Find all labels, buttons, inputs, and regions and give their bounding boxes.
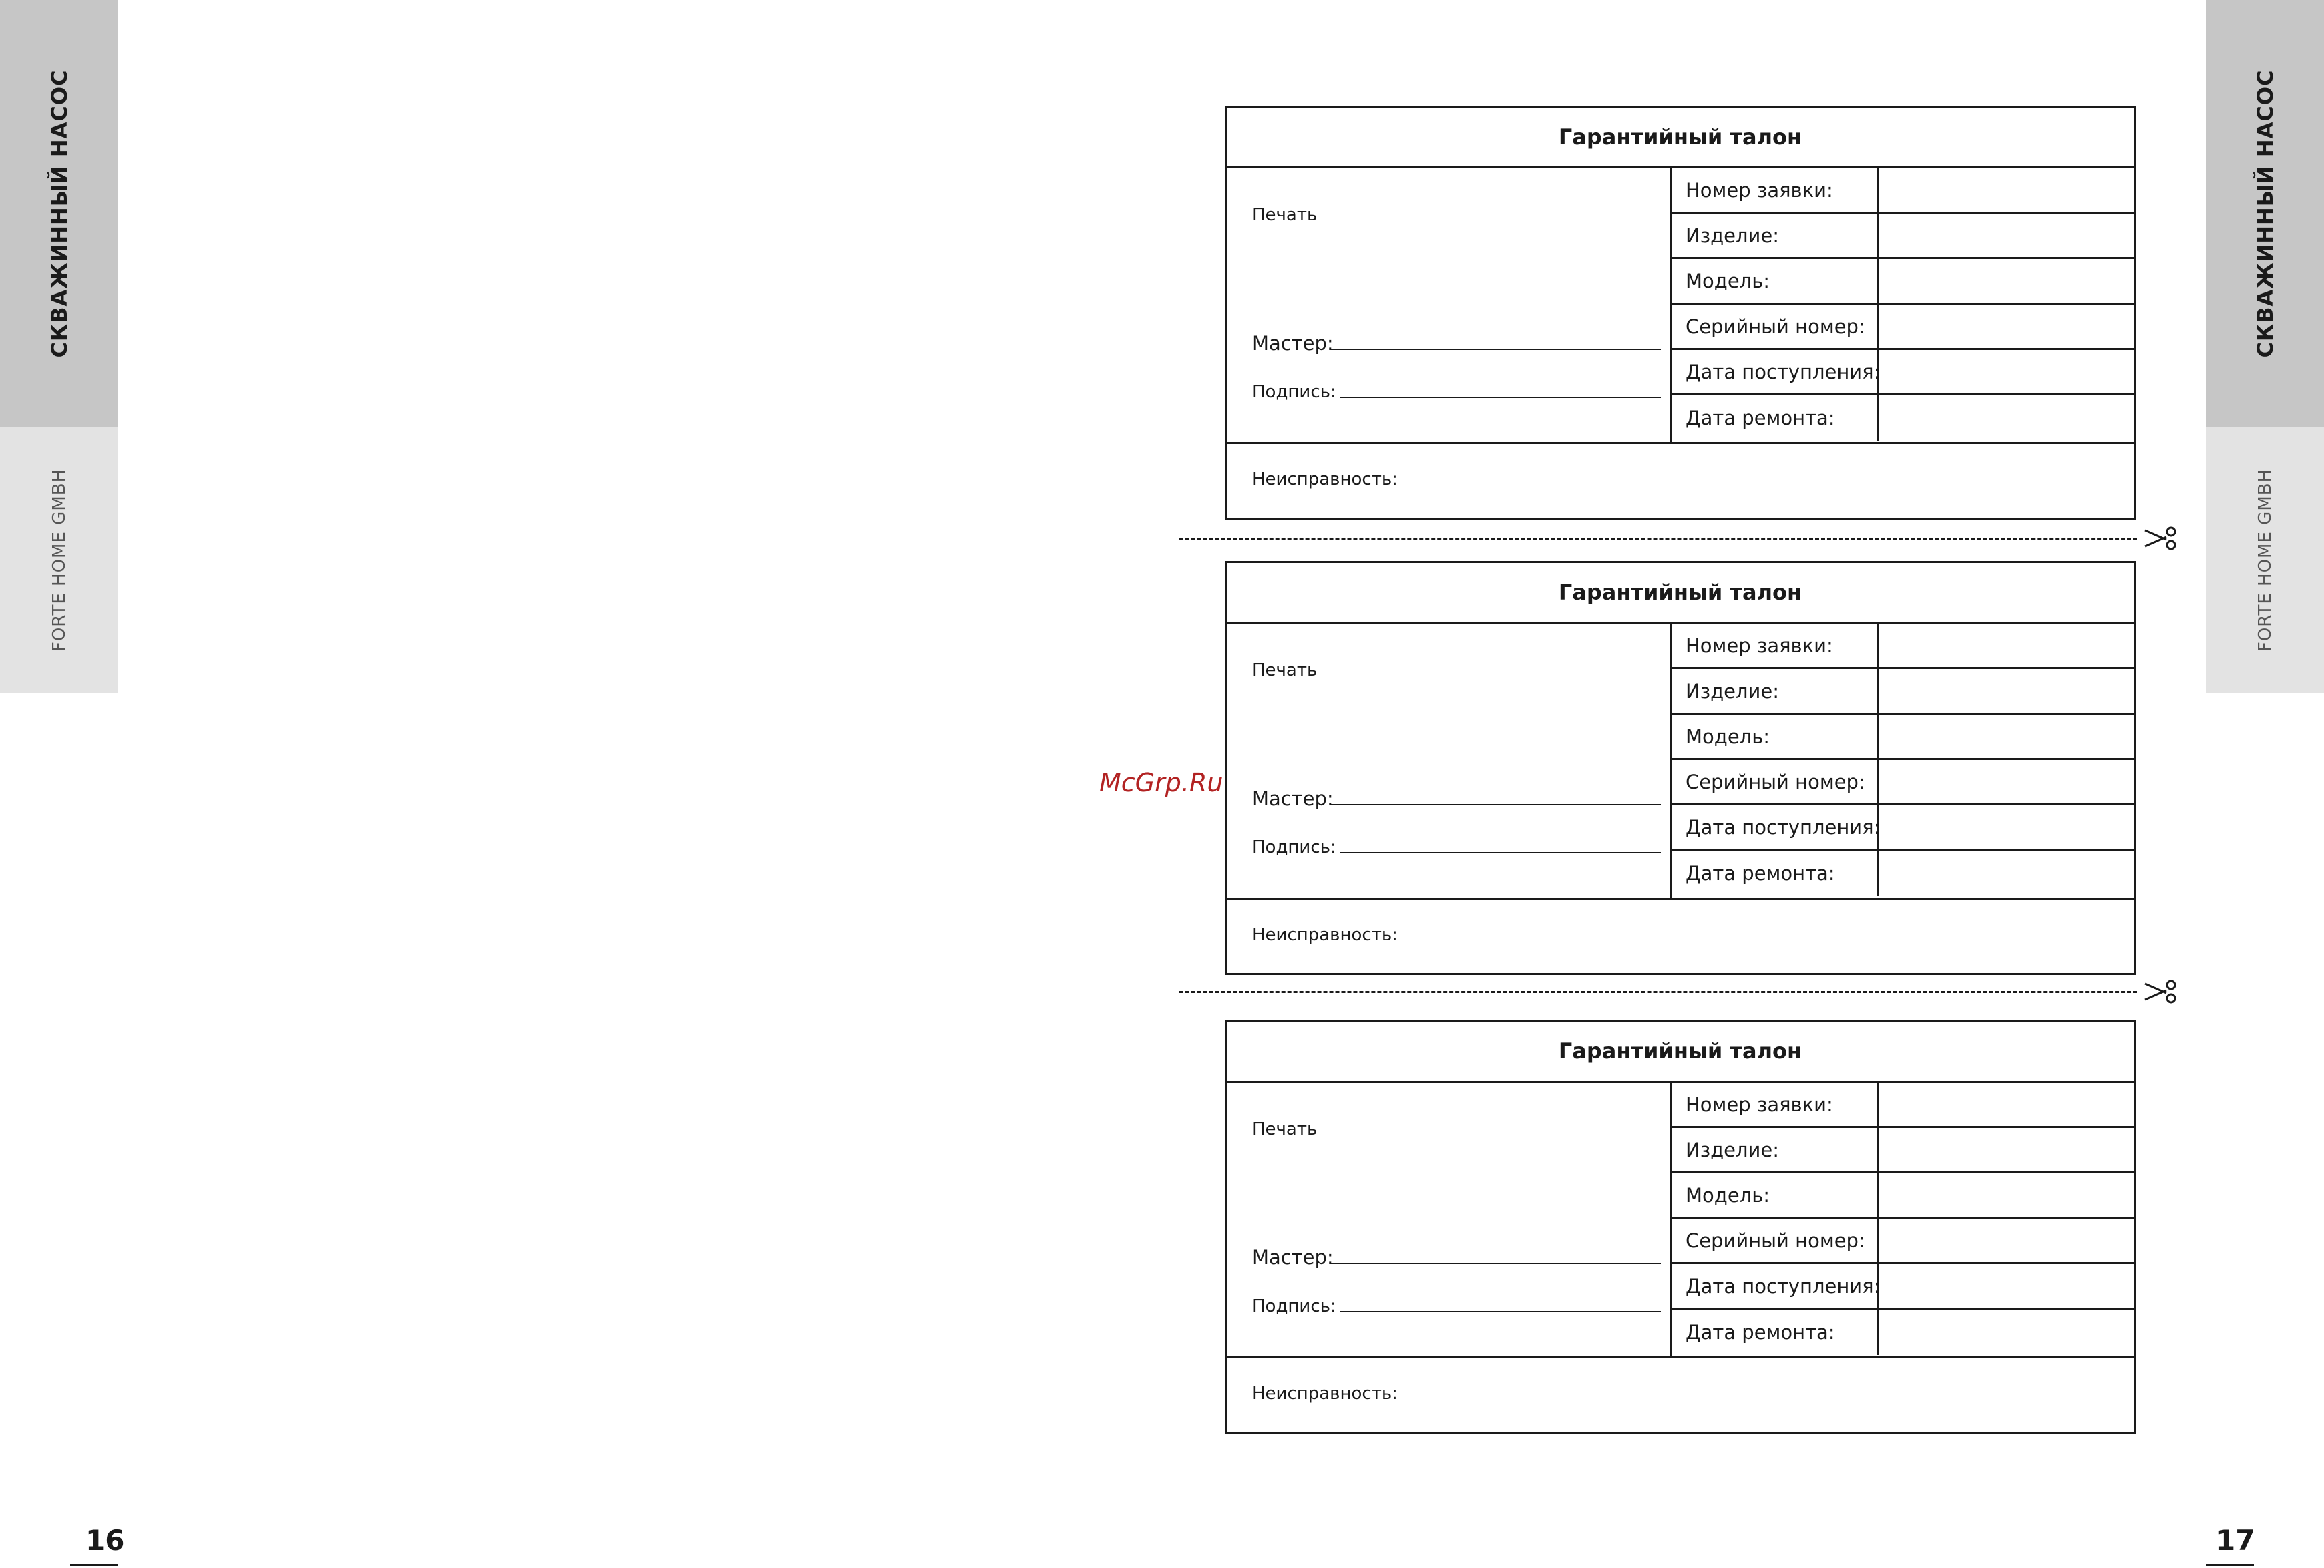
field-row-product: [1672, 669, 2134, 715]
field-row-repair-date: [1672, 395, 2134, 441]
page-number-left-rule: [70, 1564, 118, 1566]
signature-input-line[interactable]: [1340, 852, 1661, 853]
field-value-cell[interactable]: [1877, 1173, 2134, 1217]
field-row-model: [1672, 715, 2134, 760]
fault-area[interactable]: [1227, 442, 2134, 518]
field-row-request-number: [1672, 624, 2134, 669]
signature-label: Подпись:: [1252, 837, 1336, 857]
field-row-model: [1672, 1173, 2134, 1219]
field-value-cell[interactable]: [1877, 851, 2134, 896]
field-value-cell[interactable]: [1877, 669, 2134, 713]
right-title-tab: [2206, 0, 2324, 427]
fault-area[interactable]: [1227, 1356, 2134, 1432]
field-label: Изделие:: [1686, 679, 1780, 703]
field-value-cell[interactable]: [1877, 760, 2134, 803]
fields-table: [1670, 624, 2134, 898]
field-label: Номер заявки:: [1686, 634, 1833, 657]
stamp-label: Печать: [1252, 1119, 1318, 1139]
watermark: McGrp.Ru: [1099, 768, 1223, 797]
fault-label: Неисправность:: [1252, 925, 1398, 945]
master-input-line[interactable]: [1331, 349, 1661, 350]
left-brand-tab: [0, 427, 118, 693]
field-value-cell[interactable]: [1877, 1083, 2134, 1126]
field-label: Дата ремонта:: [1686, 862, 1835, 885]
field-row-serial: [1672, 760, 2134, 805]
field-label: Модель:: [1686, 269, 1770, 292]
field-label: Модель:: [1686, 1183, 1770, 1207]
field-row-serial: [1672, 1219, 2134, 1264]
field-row-received-date: [1672, 350, 2134, 395]
field-label: Модель:: [1686, 725, 1770, 748]
fault-area[interactable]: [1227, 898, 2134, 973]
field-label: Номер заявки:: [1686, 178, 1833, 202]
field-value-cell[interactable]: [1877, 624, 2134, 667]
field-label: Номер заявки:: [1686, 1093, 1833, 1116]
fields-table: [1670, 1083, 2134, 1356]
page-number-right-rule: [2206, 1564, 2254, 1566]
field-label: Дата поступления:: [1686, 360, 1881, 383]
right-brand-tab: [2206, 427, 2324, 693]
field-row-model: [1672, 259, 2134, 305]
master-label: Мастер:: [1252, 1246, 1334, 1269]
field-label: Дата поступления:: [1686, 1274, 1881, 1298]
left-title-text: СКВАЖИННЫЙ НАСОС: [46, 69, 72, 358]
page-number-left: 16: [85, 1524, 125, 1557]
field-value-cell[interactable]: [1877, 715, 2134, 758]
field-value-cell[interactable]: [1877, 1310, 2134, 1355]
fault-label: Неисправность:: [1252, 1384, 1398, 1404]
scissors-icon: [2144, 978, 2178, 1005]
right-title-text: СКВАЖИННЫЙ НАСОС: [2252, 69, 2278, 358]
fields-table: [1670, 168, 2134, 442]
signature-pane: [1227, 1083, 1670, 1356]
field-label: Серийный номер:: [1686, 315, 1865, 338]
signature-input-line[interactable]: [1340, 397, 1661, 398]
page-number-right: 17: [2216, 1524, 2255, 1557]
stamp-label: Печать: [1252, 205, 1318, 225]
stamp-label: Печать: [1252, 660, 1318, 680]
field-label: Дата ремонта:: [1686, 407, 1835, 429]
signature-pane: [1227, 168, 1670, 442]
field-label: Дата ремонта:: [1686, 1321, 1835, 1344]
left-title-tab: [0, 0, 118, 427]
card-title: Гарантийный талон: [1227, 108, 2134, 168]
cut-line-1: [1179, 538, 2137, 540]
field-label: Изделие:: [1686, 224, 1780, 247]
field-value-cell[interactable]: [1877, 1219, 2134, 1262]
field-row-request-number: [1672, 168, 2134, 214]
master-label: Мастер:: [1252, 787, 1334, 810]
field-row-repair-date: [1672, 1310, 2134, 1355]
field-value-cell[interactable]: [1877, 350, 2134, 393]
field-value-cell[interactable]: [1877, 168, 2134, 212]
master-label: Мастер:: [1252, 332, 1334, 355]
cut-line-2: [1179, 991, 2137, 993]
field-value-cell[interactable]: [1877, 305, 2134, 348]
signature-label: Подпись:: [1252, 1296, 1336, 1316]
scissors-icon: [2144, 525, 2178, 552]
master-input-line[interactable]: [1331, 804, 1661, 805]
field-row-received-date: [1672, 805, 2134, 851]
field-value-cell[interactable]: [1877, 1264, 2134, 1308]
field-row-product: [1672, 1128, 2134, 1173]
master-input-line[interactable]: [1331, 1263, 1661, 1264]
fault-label: Неисправность:: [1252, 469, 1398, 489]
field-row-product: [1672, 214, 2134, 259]
field-value-cell[interactable]: [1877, 1128, 2134, 1171]
signature-pane: [1227, 624, 1670, 898]
warranty-card-2: [1225, 561, 2136, 975]
field-value-cell[interactable]: [1877, 259, 2134, 303]
field-value-cell[interactable]: [1877, 395, 2134, 441]
field-label: Изделие:: [1686, 1138, 1780, 1161]
card-title: Гарантийный талон: [1227, 1022, 2134, 1083]
field-row-request-number: [1672, 1083, 2134, 1128]
field-label: Серийный номер:: [1686, 1229, 1865, 1252]
field-row-repair-date: [1672, 851, 2134, 896]
right-brand-text: FORTE HOME GMBH: [2255, 468, 2275, 652]
field-row-received-date: [1672, 1264, 2134, 1310]
signature-label: Подпись:: [1252, 382, 1336, 402]
field-value-cell[interactable]: [1877, 805, 2134, 849]
field-row-serial: [1672, 305, 2134, 350]
field-value-cell[interactable]: [1877, 214, 2134, 257]
card-title: Гарантийный талон: [1227, 563, 2134, 624]
signature-input-line[interactable]: [1340, 1311, 1661, 1312]
warranty-card-3: [1225, 1020, 2136, 1434]
warranty-card-1: [1225, 106, 2136, 520]
field-label: Дата поступления:: [1686, 815, 1881, 839]
field-label: Серийный номер:: [1686, 770, 1865, 793]
left-brand-text: FORTE HOME GMBH: [49, 468, 69, 652]
